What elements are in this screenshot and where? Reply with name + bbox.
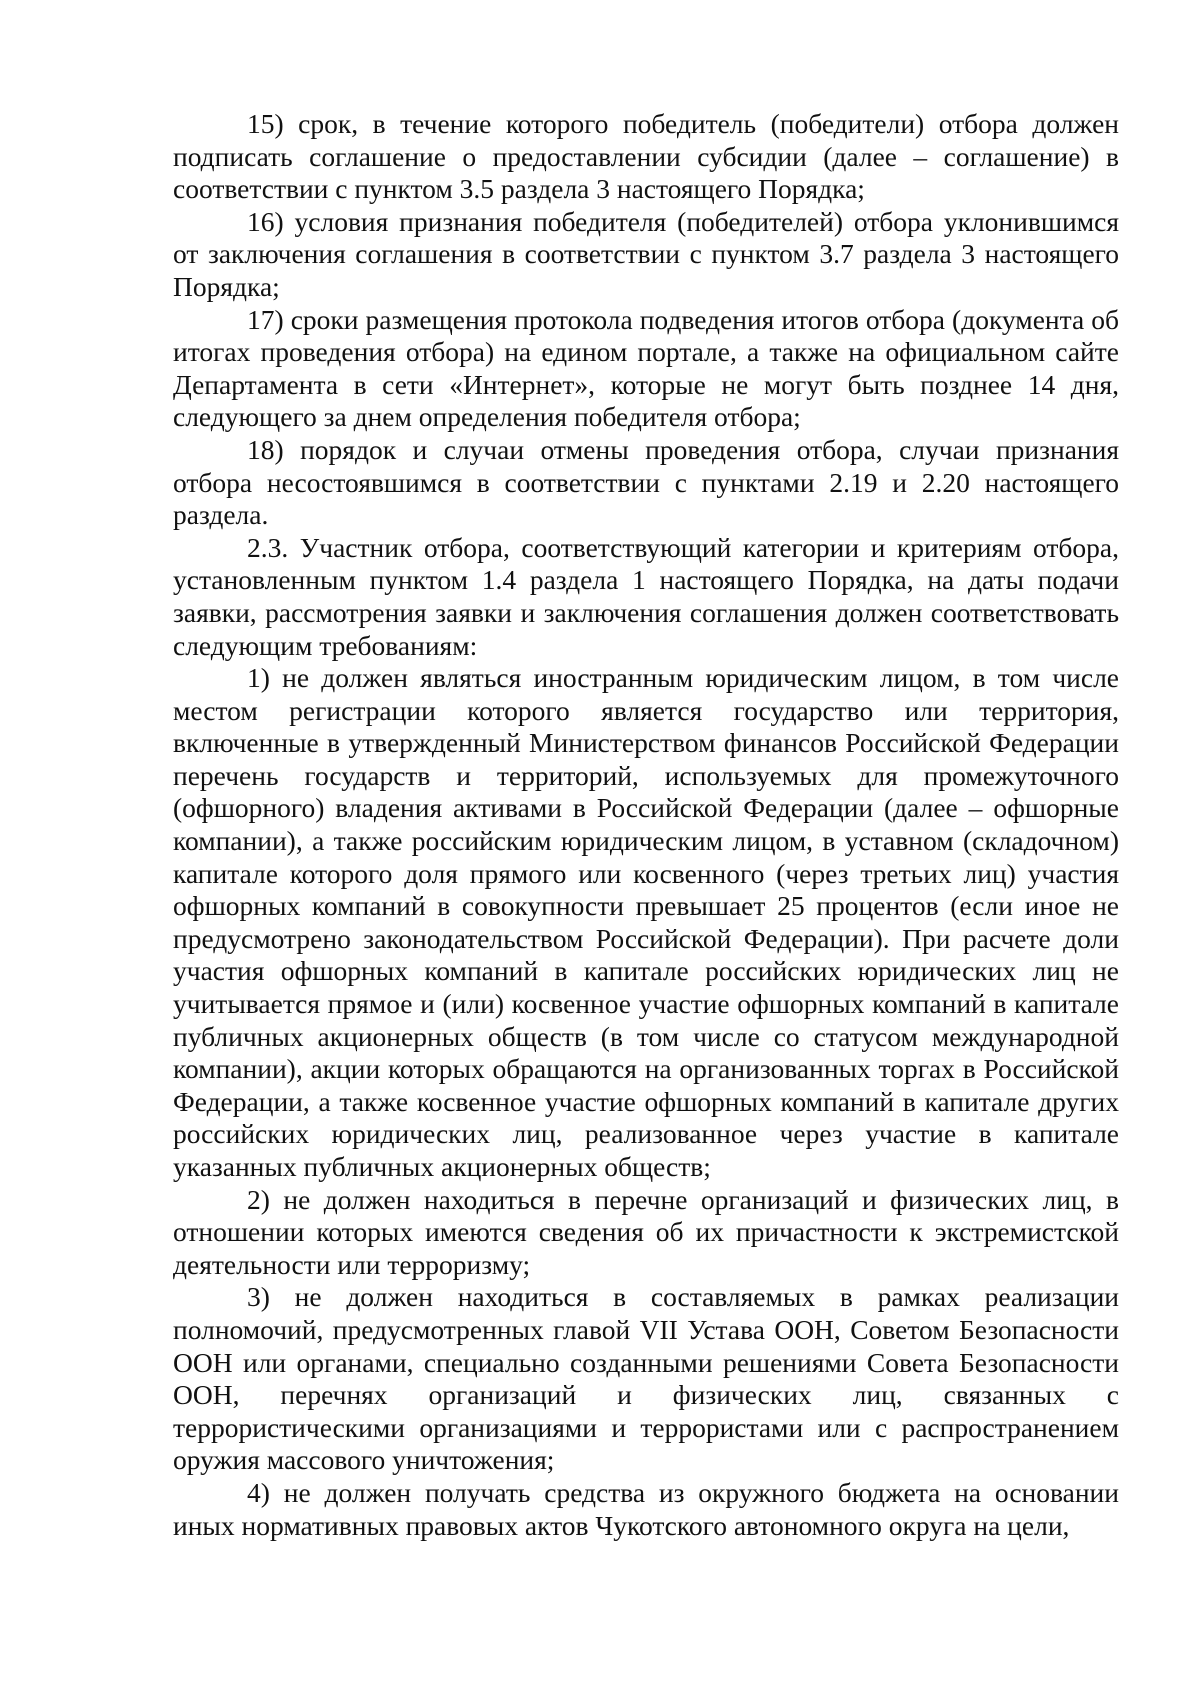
paragraph-item-17: 17) сроки размещения протокола подведения итогов отбора (документа об итогах проведения отбора) на едином портале, а также на официальном сайте Департамента в сети «Интернет», которые не могут быть позднее 14 дня, следующего за днем определения победителя отбора; (173, 303, 1119, 433)
paragraph-item-15: 15) срок, в течение которого победитель (победители) отбора должен подписать соглашение о предоставлении субсидии (далее – соглашение) в соответствии с пунктом 3.5 раздела 3 настоящего Порядка; (173, 108, 1119, 205)
paragraph-item-16: 16) условия признания победителя (победителей) отбора уклонившимся от заключения соглашения в соответствии с пунктом 3.7 раздела 3 настоящего Порядка; (173, 205, 1119, 302)
document-page (173, 108, 1119, 1542)
paragraph-requirement-4: 4) не должен получать средства из окружного бюджета на основании иных нормативных правовых актов Чукотского автономного округа на цели, (173, 1476, 1119, 1541)
paragraph-requirement-1: 1) не должен являться иностранным юридическим лицом, в том числе местом регистрации которого является государство или территория, включенные в утвержденный Министерством финансов Российской Федерации перечень государств и территорий, используемых для промежуточного (офшорного) владения активами в Российской Федерации (далее – офшорные компании), а также российским юридическим лицом, в уставном (складочном) капитале которого доля прямого или косвенного (через третьих лиц) участия офшорных компаний в совокупности превышает 25 процентов (если иное не предусмотрено законодательством Российской Федерации). При расчете доли участия офшорных компаний в капитале российских юридических лиц не учитывается прямое и (или) косвенное участие офшорных компаний в капитале публичных акционерных обществ (в том числе со статусом международной компании), акции которых обращаются на организованных торгах в Российской Федерации, а также косвенное участие офшорных компаний в капитале других российских юридических лиц, реализованное через участие в капитале указанных публичных акционерных обществ; (173, 662, 1119, 1182)
paragraph-requirement-2: 2) не должен находиться в перечне организаций и физических лиц, в отношении которых имеются сведения об их причастности к экстремистской деятельности или терроризму; (173, 1183, 1119, 1280)
paragraph-item-18: 18) порядок и случаи отмены проведения отбора, случаи признания отбора несостоявшимся в соответствии с пунктами 2.19 и 2.20 настоящего раздела. (173, 433, 1119, 531)
paragraph-section-2-3: 2.3. Участник отбора, соответствующий категории и критериям отбора, установленным пунктом 1.4 раздела 1 настоящего Порядка, на даты подачи заявки, рассмотрения заявки и заключения соглашения должен соответствовать следующим требованиям: (173, 531, 1119, 661)
paragraph-requirement-3: 3) не должен находиться в составляемых в рамках реализации полномочий, предусмотренных главой VII Устава ООН, Советом Безопасности ООН или органами, специально созданными решениями Совета Безопасности ООН, перечнях организаций и физических лиц, связанных с террористическими организациями и террористами или с распространением оружия массового уничтожения; (173, 1281, 1119, 1476)
